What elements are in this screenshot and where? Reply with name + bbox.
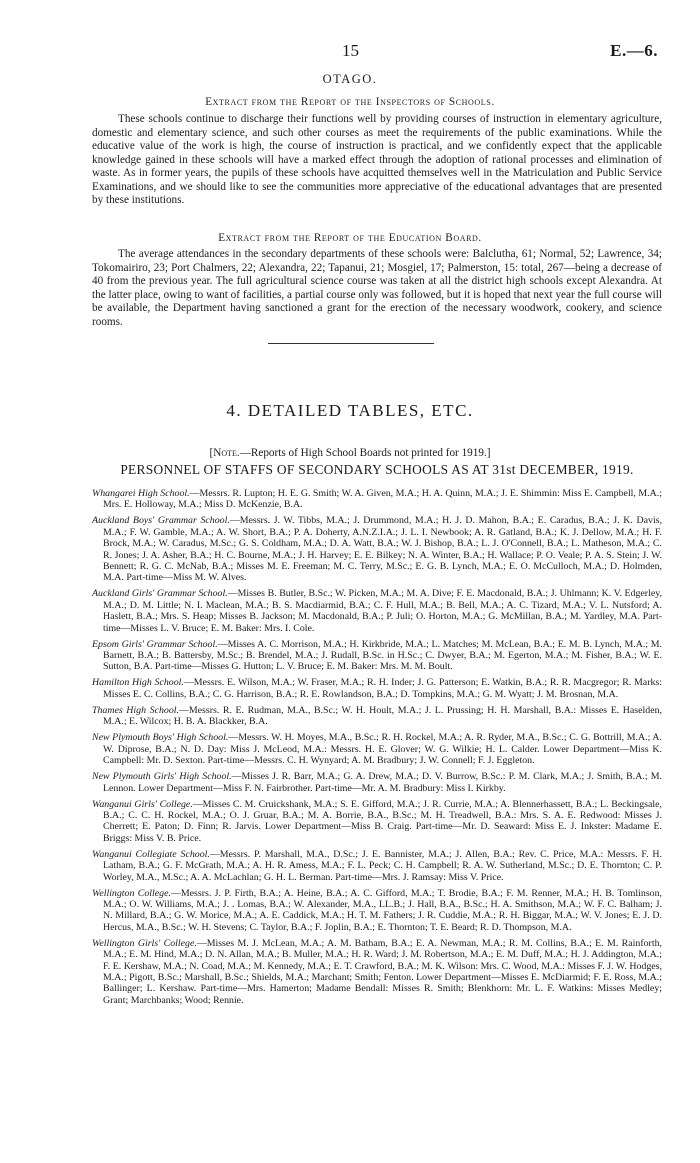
staff-members: —Messrs. J. W. Tibbs, M.A.; J. Drummond, M.A.; H. J. D. Mahon, B.A.; E. Caradus, B.A.; J. K. Davis, M.A.; F. W. Gamble, M.A.; A. W. Short, B.A.; P. A. Doherty, A.N.Z.I.A.; J. L. I. Newbook; A. R. Gatland, B.A.; K. J. Dellow, M.A.; H. F. Brock, M.A.; W. Caradus, M.Sc.; G. S. Coldham, M.A.; D. A. Watt, B.A.; W. J. Bishop, B.A.; L. J. O'Connell, B.A.; L. Matheson, M.A.; C. R. Jones; J. A. Asher, B.A.; H. C. Bourne, M.A.; J. H. Harvey; E. E. Bilkey; N. A. Winter, B.A.; H. Wallace; P. O. Veale; P. A. S. Stein; J. W. Bennett; R. G. C. McNab, B.A.; Misses M. E. Freeman; M. C. Terry, M.Sc.; E. G. B. Lynch, M.A.; E. O. McCulloch, M.A.; D. Holmden, M.A. Part-time—Miss M. W. Alves.: [103, 515, 662, 584]
school-name: Wellington College.: [92, 887, 171, 899]
staff-entry: [92, 677, 662, 700]
staff-members: —Messrs. E. Wilson, M.A.; W. Fraser, M.A.; R. H. Inder; J. G. Patterson; E. Watkin, B.A.; R. R. Macgregor; R. Marks: Misses E. C. Collins, B.A.; C. G. Harrison, B.A.; R. E. Rowlandson, B.A.; D. Tompkins, M.A.; G. M. Wyatt; J. M. Brosnan, M.A.: [103, 677, 662, 700]
staff-members: —Messrs. R. Lupton; H. E. G. Smith; W. A. Given, M.A.; H. A. Quinn, M.A.; J. E. Shimmin: Miss E. Campbell, M.A.; Mrs. E. Holloway, M.A.; Miss D. McKenzie, B.A.: [103, 488, 662, 511]
staff-members: —Misses J. R. Barr, M.A.; G. A. Drew, M.A.; D. V. Burrow, B.Sc.: P. M. Clark, M.A.; J. Smith, B.A.; M. Lennon. Lower Department—Miss F. N. Fairbrother. Part-time—Mr. A. M. Bradbury: Miss I. Kirkby.: [103, 771, 662, 794]
staff-entry: [92, 705, 662, 728]
inspectors-report-heading: Extract from the Report of the Inspectors of Schools.: [205, 96, 495, 108]
school-name: Wanganui Collegiate School.: [92, 848, 210, 860]
school-name: Auckland Girls' Grammar School.: [92, 588, 228, 600]
school-name: Auckland Boys' Grammar School.: [92, 515, 230, 527]
staff-members: —Messrs. R. E. Rudman, M.A., B.Sc.; W. H. Hoult, M.A.; J. L. Prussing; H. H. Marshall, B.A.: Misses E. Haselden, M.A.; E. Wilcox; H. B. A. Blackker, B.A.: [103, 704, 662, 728]
section-title: 4. DETAILED TABLES, ETC.: [226, 401, 474, 420]
school-name: Hamilton High School.: [92, 677, 184, 689]
staff-members: —Misses M. J. McLean, M.A.; A. M. Batham, B.A.; E. A. Newman, M.A.; R. M. Collins, B.A.; E. M. Rainforth, M.A.; E. M. Hind, M.A.; D. N. Allan, M.A.; B. Muller, M.A.; H. R. Ward; J. M. Robertson, M.A.; E. M. Duff, M.A.; H. J. Addington, M.A.; F. E. Kershaw, M.A.; N. Coad, M.A.; M. Kennedy, M.A.; E. T. Crawford, B.A.; M. K. Wilson: Mrs. C. Wood, M.A.: Misses F. J. W. Hodges, M.A.; Pigott, B.Sc.; Marshall, B.Sc.; Shields, M.A.; Marchant; Smith; Fenton. Lower Department—Misses E. McDiarmid; F. E. Ross, M.A.; Ballinger; L. Kershaw. Part-time—Mrs. Hamerton; Madame Bendall: Misses R. Smith; Blenkhorn: Mr. L. F. Watkins: Misses Medley; Grant; Marchbanks; Wood; Rennie.: [103, 937, 662, 1006]
note-label: Note.: [213, 447, 240, 459]
staff-members: —Misses C. M. Cruickshank, M.A.; S. E. Gifford, M.A.; J. R. Currie, M.A.; A. Blennerhassett, B.A.; L. Beckingsale, B.A.; C. C. H. Rockel, M.A.; O. J. Gruar, B.A.; M. A. Borrie, B.A., B.Sc.; M. H. Treadwell, B.A.: Mrs. S. A. E. Redwood: Misses J. Cherrett; E. Paton; D. Finn; R. Jarvis. Lower Department—Miss B. Craig. Part-time—Mr. D. Seaward: Miss E. J. Inkster: Madame E. Briggs: Miss V. B. Price.: [103, 798, 663, 844]
staff-entry: [92, 771, 662, 794]
school-name: Epsom Girls' Grammar School.: [92, 638, 218, 650]
staff-entry: [92, 849, 662, 883]
school-name: Wanganui Girls' College.: [92, 798, 193, 810]
section-divider: [268, 343, 434, 344]
staff-entry: [92, 938, 662, 1006]
staff-entry: [92, 588, 662, 634]
school-name: New Plymouth Girls' High School.: [92, 771, 232, 783]
staff-entry: [92, 888, 662, 934]
staff-list: [92, 488, 662, 1011]
document-reference: E.—6.: [610, 41, 658, 60]
region-heading: OTAGO.: [322, 72, 378, 86]
editorial-note: [Note.—Reports of High School Boards not printed for 1919.]: [209, 447, 491, 459]
personnel-heading: PERSONNEL OF STAFFS OF SECONDARY SCHOOLS AS AT 31st DECEMBER, 1919.: [120, 462, 634, 477]
school-name: New Plymouth Boys' High School.: [92, 732, 229, 744]
staff-entry: [92, 732, 662, 766]
staff-members: —Misses B. Butler, B.Sc.; W. Picken, M.A.; M. A. Dive; F. E. Macdonald, B.A.; J. Uhlmann; K. V. Edgerley, M.A.; D. M. Little; N. I. Maclean, M.A.; B. S. Macdiarmid, B.A.; C. F. Hull, M.A.; B. Bell, M.A.; A. C. Tizard, M.A.; V. L. Nutsford; A. Haslett, B.A.; Mrs. S. Heap; Misses B. Jackson; M. Macdonald, B.A.; P. Juli; O. Horton, M.A.; G. McMillan, B.A.; M. Yardley, M.A. Part-time—Misses L. V. Bruce; E. M. Baker: Mrs. I. Cole.: [103, 588, 662, 634]
education-board-heading: Extract from the Report of the Education Board.: [218, 232, 482, 244]
page-header: [92, 41, 658, 63]
page-number: 15: [342, 41, 359, 60]
inspectors-report-text: These schools continue to discharge their functions well by providing courses of instruction in elementary agriculture, domestic and elementary science, and such other courses as meet the requirements of the public examinations. While the educative value of the work is high, the course of instruction is practical, and we confidently expect that the applicable knowledge gained in these schools will have a marked effect through the adoption of rational processes and elimination of waste. As in former years, the pupils of these schools have acquitted themselves well in the Matriculation and Public Service Examinations, and we should like to see the communities more appreciative of the educational advantages that are presented by these institutions.: [92, 113, 662, 206]
staff-entry: [92, 488, 662, 511]
staff-entry: [92, 799, 662, 845]
staff-members: —Misses A. C. Morrison, M.A.; H. Kirkbride, M.A.; L. Matches; M. McLean, B.A.; E. M. B. Lynch, M.A.; M. Barnett, B.A.; B. Battersby, M.Sc.; B. Brendel, M.A.; J. Rudall, B.Sc. in H.Sc.; C. Dwyer, B.A.; M. Egerton, M.A.; M. Fisher, B.A.; W. E. Sutton, B.A. Part-time—Misses G. Hutton; L. V. Bruce; E. M. Baker: Mrs. M. M. Boult.: [103, 638, 662, 673]
education-board-text: The average attendances in the secondary departments of these schools were: Balclutha, 61; Normal, 52; Lawrence, 34; Tokomairiro, 23; Port Chalmers, 22; Alexandra, 22; Tapanui, 21; Mosgiel, 17; Palmerston, 15: total, 267—being a decrease of 40 from the previous year. The full agricultural science course was taken at all the district high schools except Alexandra. At the latter place, owing to want of facilities, a partial course only was followed, but it is hoped that next year the full course will be available, the Department having sanctioned a grant for the erection of the necessary woodwork, cookery, and science rooms.: [92, 248, 662, 328]
staff-members: —Messrs. W. H. Moyes, M.A., B.Sc.; R. H. Rockel, M.A.; A. R. Ryder, M.A., B.Sc.; C. G. Bottrill, M.A.; A. W. Diprose, B.A.; N. D. Day: Miss J. McLeod, M.A.: Messrs. H. E. Glover; W. G. Wilkie; H. L. Calder. Lower Department—Miss K. Campbell: Mr. D. Sexton. Part-time—Messrs. C. H. Wynyard; A. M. Bradbury; J. W. Connell; F. J. Eggleton.: [103, 732, 662, 767]
school-name: Whangarei High School.: [92, 488, 190, 499]
staff-entry: [92, 639, 662, 673]
note-text: —Reports of High School Boards not printed for 1919.]: [239, 447, 491, 459]
school-name: Thames High School.: [92, 704, 179, 716]
staff-members: —Messrs. J. P. Firth, B.A.; A. Heine, B.A.; A. C. Gifford, M.A.; T. Brodie, B.A.; F. M. Renner, M.A.; H. B. Tomlinson, M.A.; O. W. Williams, M.A.; J. . Lomas, B.A.; W. Alexander, M.A., LL.B.; J. Hall, B.A., B.Sc.; H. A. Smithson, M.A.; W. F. C. Balham; J. N. Millard, B.A.; G. W. Morice, M.A.; A. E. Caddick, M.A.; H. T. M. Fathers; J. R. Cuddie, M.A.; R. H. Biggar, M.A.; W. V. Jones; E. J. D. Hercus, M.A., B.Sc.; W. H. Stevens; C. Taylor, B.A.; F. Joplin, B.A.; E. Thornton; T. E. Beard; R. D. Thompson, M.A.: [103, 887, 662, 933]
staff-entry: [92, 515, 662, 583]
staff-members: —Messrs. P. Marshall, M.A., D.Sc.; J. E. Bannister, M.A.; J. Allen, B.A.; Rev. C. Price, M.A.: Messrs. F. H. Latham, B.A.; G. F. McGrath, M.A.; A. H. R. Amess, M.A.; F. L. Peck; C. H. Campbell; R. A. W. Sutherland, M.Sc.; D. E. Thornton; C. P. Worley, M.A., M.Sc.; A. A. McLachlan; G. H. L. Berman. Part-time—Mrs. J. Ramsay: Miss V. Price.: [103, 848, 662, 883]
school-name: Wellington Girls' College.: [92, 937, 197, 949]
